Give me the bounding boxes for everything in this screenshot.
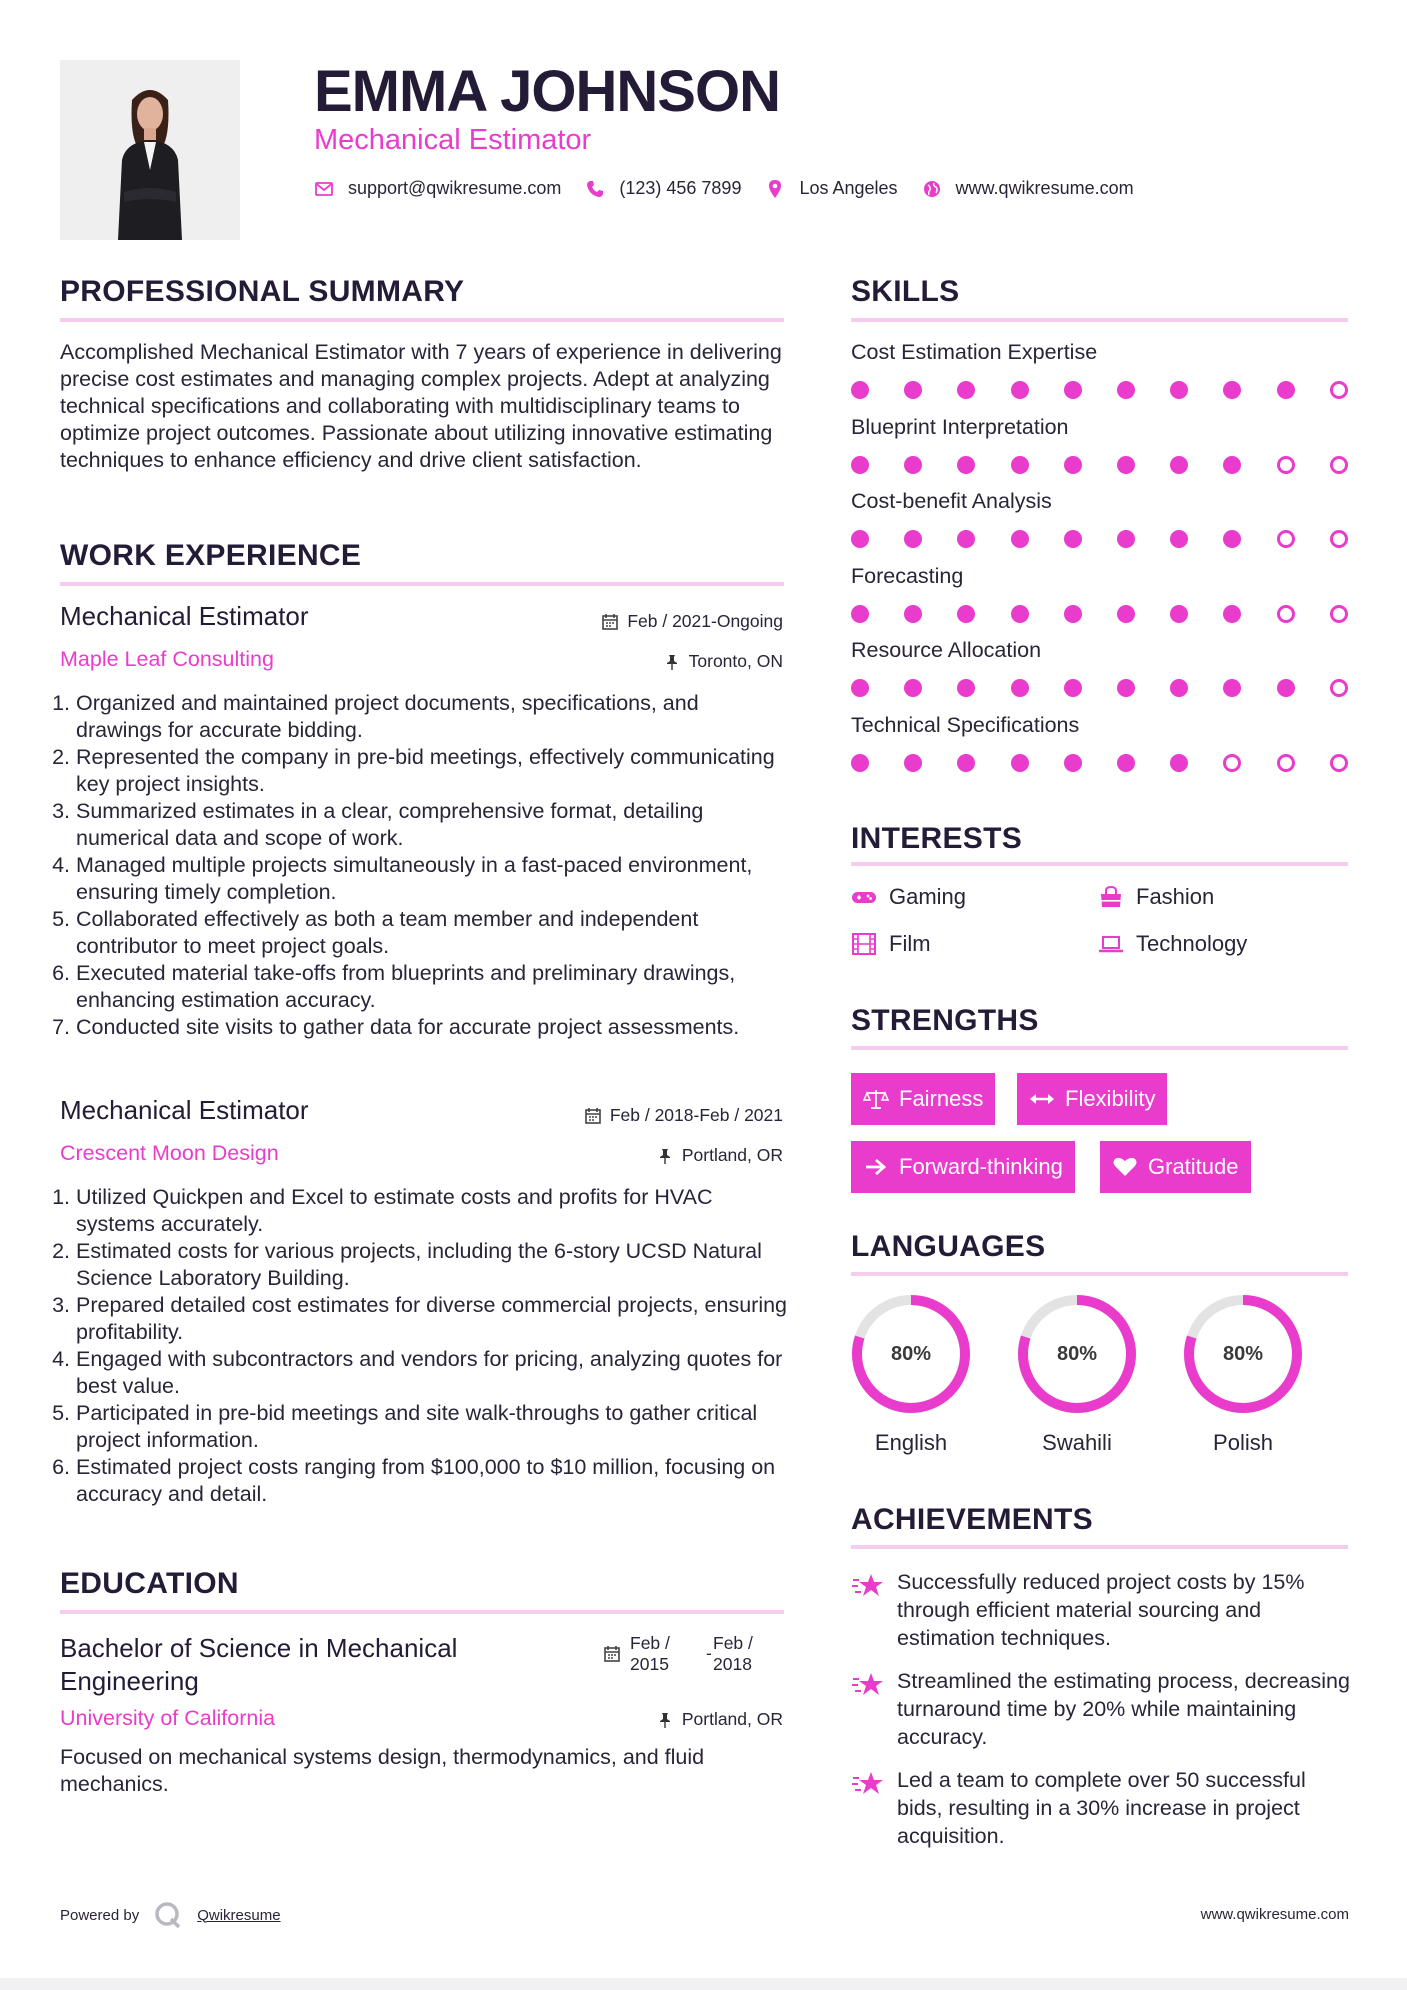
achievement-item — [851, 1766, 1351, 1850]
skill-dot-filled — [1011, 605, 1029, 623]
profile-photo — [60, 60, 240, 240]
pushpin-icon — [663, 653, 681, 671]
degree-title: Bachelor of Science in Mechanical Engineering — [60, 1633, 458, 1696]
strength-label: Fairness — [899, 1086, 984, 1111]
skill-dot-filled — [904, 679, 922, 697]
contact-website-text: www.qwikresume.com — [955, 178, 1134, 198]
strength-label: Forward-thinking — [899, 1154, 1063, 1179]
interest-label: Technology — [1136, 931, 1248, 956]
skill-dot-empty — [1277, 605, 1295, 623]
skill-dot-filled — [904, 381, 922, 399]
skill-rating — [851, 454, 1347, 476]
education-location-text: Portland, OR — [681, 1709, 783, 1729]
contact-phone-text: (123) 456 7899 — [619, 178, 742, 198]
language-item — [1181, 1292, 1305, 1456]
skill-dot-filled — [1223, 679, 1241, 697]
skills-divider — [851, 318, 1348, 322]
interests-divider — [851, 862, 1348, 866]
skill-dot-filled — [851, 456, 869, 474]
skill-dot-filled — [1117, 754, 1135, 772]
shooting-star-icon — [851, 1768, 885, 1800]
list-item: 5. Participated in pre-bid meetings and site walk-throughs to gather critical project information. — [76, 1400, 788, 1454]
strength-label: Flexibility — [1065, 1086, 1156, 1111]
languages-divider — [851, 1272, 1348, 1276]
skill-dot-filled — [851, 679, 869, 697]
skill-rating — [851, 752, 1347, 774]
pushpin-icon — [656, 1711, 674, 1729]
candidate-title: Mechanical Estimator — [314, 124, 592, 156]
language-name: English — [874, 1430, 948, 1455]
job-location — [663, 651, 783, 672]
strength-chip — [851, 1141, 1075, 1193]
phone-icon — [585, 179, 605, 199]
achievement-text: Streamlined the estimating process, decreasing turnaround time by 20% while maintaining accuracy. — [897, 1669, 1350, 1749]
footer-powered-by — [60, 1900, 281, 1930]
skill-dot-filled — [851, 605, 869, 623]
laptop-icon — [1098, 933, 1124, 955]
skill-dot-empty — [1277, 530, 1295, 548]
footer-website[interactable]: www.qwikresume.com — [1200, 1906, 1349, 1923]
skill-rating — [851, 677, 1347, 699]
language-name: Swahili — [1042, 1430, 1112, 1455]
job-title: Mechanical Estimator — [60, 601, 309, 631]
skill-dot-filled — [957, 381, 975, 399]
skill-dot-empty — [1330, 679, 1348, 697]
skill-dot-empty — [1330, 754, 1348, 772]
skill-dot-filled — [1170, 381, 1188, 399]
summary-text: Accomplished Mechanical Estimator with 7 years of experience in delivering precise cost estimates and managing complex projects. Adept at analyzing technical specifications and collaborating with multidisciplinary teams to optimize project outcomes. Passionate about utilizing innovative estimating techniques to enhance efficiency and drive client satisfaction. — [60, 340, 782, 472]
achievements-divider — [851, 1545, 1348, 1549]
shopping-bag-icon — [1098, 886, 1124, 908]
strength-chip — [851, 1073, 995, 1125]
list-item: 6. Estimated project costs ranging from $100,000 to $10 million, focusing on accuracy and detail. — [76, 1454, 788, 1508]
contact-location — [765, 178, 897, 199]
skill-dot-filled — [1223, 456, 1241, 474]
skill-dot-filled — [1117, 381, 1135, 399]
experience-heading: WORK EXPERIENCE — [60, 539, 362, 572]
language-item — [1015, 1292, 1139, 1456]
skill-dot-filled — [1064, 530, 1082, 548]
skill-dot-empty — [1330, 456, 1348, 474]
summary-heading: PROFESSIONAL SUMMARY — [60, 275, 465, 308]
envelope-icon — [314, 179, 334, 199]
languages-heading: LANGUAGES — [851, 1230, 1046, 1263]
skill-dot-filled — [1117, 456, 1135, 474]
summary-divider — [60, 318, 784, 322]
strength-label: Gratitude — [1148, 1154, 1239, 1179]
powered-by-label: Powered by — [60, 1906, 140, 1924]
job-dates — [601, 611, 783, 632]
skill-dot-filled — [904, 456, 922, 474]
job-location-text: Toronto, ON — [688, 651, 783, 671]
shooting-star-icon — [851, 1570, 885, 1602]
skill-dot-filled — [1011, 754, 1029, 772]
strengths-heading: STRENGTHS — [851, 1004, 1039, 1037]
strengths-divider — [851, 1046, 1348, 1050]
skill-dot-filled — [1223, 530, 1241, 548]
skills-heading: SKILLS — [851, 275, 960, 308]
education-start: Feb / 2015 — [630, 1633, 670, 1674]
list-item: 5. Collaborated effectively as both a team member and independent contributor to meet project goals. — [76, 906, 788, 960]
scale-icon — [863, 1088, 889, 1110]
skill-dot-filled — [1011, 456, 1029, 474]
experience-divider — [60, 582, 784, 586]
skill-dot-empty — [1330, 605, 1348, 623]
achievement-item — [851, 1568, 1351, 1652]
skill-rating — [851, 379, 1347, 401]
education-dash: - — [706, 1643, 712, 1663]
skill-label: Forecasting — [851, 563, 964, 588]
contact-phone[interactable] — [585, 178, 741, 199]
skill-dot-filled — [904, 754, 922, 772]
skill-dot-filled — [957, 754, 975, 772]
skill-dot-empty — [1277, 456, 1295, 474]
heart-icon — [1112, 1156, 1138, 1178]
list-item: 6. Executed material take-offs from blueprints and preliminary drawings, enhancing estimation accuracy. — [76, 960, 788, 1014]
job-bullets — [58, 690, 788, 1041]
contact-location-text: Los Angeles — [799, 178, 898, 198]
contact-email[interactable] — [314, 178, 561, 199]
list-item: 4. Managed multiple projects simultaneously in a fast-paced environment, ensuring timely completion. — [76, 852, 788, 906]
list-item: 4. Engaged with subcontractors and vendors for pricing, analyzing quotes for best value. — [76, 1346, 788, 1400]
skill-dot-filled — [1170, 530, 1188, 548]
language-percent: 80% — [1056, 1342, 1098, 1365]
skill-dot-empty — [1277, 754, 1295, 772]
job-title: Mechanical Estimator — [60, 1095, 309, 1125]
skill-rating — [851, 603, 1347, 625]
gamepad-icon — [851, 886, 877, 908]
calendar-icon — [584, 1107, 602, 1125]
film-icon — [851, 933, 877, 955]
skill-dot-filled — [1277, 381, 1295, 399]
job-company: Crescent Moon Design — [60, 1141, 279, 1165]
skill-label: Cost-benefit Analysis — [851, 489, 1052, 513]
skill-dot-filled — [851, 381, 869, 399]
list-item: 2. Estimated costs for various projects, including the 6-story UCSD Natural Science Laboratory Building. — [76, 1238, 788, 1292]
skill-dot-filled — [1064, 456, 1082, 474]
arrow-right-icon — [863, 1156, 889, 1178]
contact-website[interactable] — [922, 178, 1134, 199]
achievement-item — [851, 1667, 1351, 1751]
skill-dot-filled — [1011, 530, 1029, 548]
language-item — [849, 1292, 973, 1456]
skill-dot-filled — [1064, 605, 1082, 623]
strength-chip — [1017, 1073, 1167, 1125]
skill-dot-filled — [1064, 754, 1082, 772]
shooting-star-icon — [851, 1669, 885, 1701]
skill-dot-empty — [1330, 381, 1348, 399]
skill-dot-filled — [1277, 679, 1295, 697]
interest-item — [851, 884, 966, 910]
job-location-text: Portland, OR — [681, 1145, 783, 1165]
education-heading: EDUCATION — [60, 1567, 239, 1600]
skill-dot-filled — [1223, 381, 1241, 399]
contact-email-text: support@qwikresume.com — [348, 178, 562, 198]
list-item: 3. Prepared detailed cost estimates for diverse commercial projects, ensuring profitability. — [76, 1292, 788, 1346]
job-dates-text: Feb / 2021-Ongoing — [627, 611, 783, 631]
job-dates-text: Feb / 2018-Feb / 2021 — [609, 1105, 783, 1125]
skill-label: Cost Estimation Expertise — [851, 340, 1098, 364]
list-item: 2. Represented the company in pre-bid meetings, effectively communicating key project insights. — [76, 744, 788, 798]
skill-dot-filled — [957, 679, 975, 697]
skill-dot-filled — [1170, 605, 1188, 623]
education-description: Focused on mechanical systems design, thermodynamics, and fluid mechanics. — [60, 1745, 705, 1796]
skill-dot-filled — [904, 530, 922, 548]
skill-label: Blueprint Interpretation — [851, 414, 1069, 439]
skill-rating — [851, 528, 1347, 550]
skill-dot-filled — [957, 456, 975, 474]
skill-dot-filled — [851, 754, 869, 772]
interest-item — [1098, 931, 1247, 957]
skill-dot-filled — [904, 605, 922, 623]
skill-dot-filled — [1117, 530, 1135, 548]
skill-dot-filled — [1011, 381, 1029, 399]
skill-dot-filled — [1064, 679, 1082, 697]
contact-bar — [314, 178, 1158, 199]
interest-item — [1098, 884, 1214, 910]
education-divider — [60, 1610, 784, 1614]
interest-item — [851, 931, 931, 957]
achievement-text: Led a team to complete over 50 successful bids, resulting in a 30% increase in project acquisition. — [897, 1768, 1306, 1848]
bottom-bar — [0, 1978, 1407, 1990]
skill-dot-empty — [1223, 754, 1241, 772]
skill-dot-filled — [957, 605, 975, 623]
skill-dot-filled — [851, 530, 869, 548]
skill-dot-filled — [1223, 605, 1241, 623]
skill-dot-filled — [1011, 679, 1029, 697]
achievement-text: Successfully reduced project costs by 15% through efficient material sourcing and estimation techniques. — [897, 1570, 1305, 1650]
skill-dot-filled — [1170, 456, 1188, 474]
skill-dot-filled — [1117, 605, 1135, 623]
interest-label: Fashion — [1136, 884, 1215, 909]
interest-label: Gaming — [889, 884, 967, 909]
skill-dot-filled — [1170, 679, 1188, 697]
strength-chip — [1100, 1141, 1251, 1193]
achievements-heading: ACHIEVEMENTS — [851, 1503, 1093, 1536]
skill-dot-filled — [1117, 679, 1135, 697]
qwikresume-link[interactable]: Qwikresume — [197, 1906, 281, 1924]
language-name: Polish — [1213, 1430, 1273, 1455]
arrows-horizontal-icon — [1029, 1088, 1055, 1110]
calendar-icon — [603, 1645, 621, 1663]
skill-label: Technical Specifications — [851, 712, 1080, 737]
job-company: Maple Leaf Consulting — [60, 647, 274, 671]
interests-heading: INTERESTS — [851, 822, 1023, 855]
calendar-icon — [601, 613, 619, 631]
job-bullets — [58, 1184, 788, 1508]
education-school: University of California — [60, 1706, 276, 1730]
map-pin-icon — [765, 179, 785, 199]
education-end: Feb / 2018 — [713, 1633, 753, 1674]
skill-label: Resource Allocation — [851, 638, 1042, 662]
skill-dot-empty — [1330, 530, 1348, 548]
qwikresume-logo-icon — [153, 1900, 183, 1930]
skill-dot-filled — [957, 530, 975, 548]
list-item: 3. Summarized estimates in a clear, comprehensive format, detailing numerical data and scope of work. — [76, 798, 788, 852]
interest-label: Film — [889, 931, 931, 956]
globe-icon — [922, 179, 942, 199]
skill-dot-filled — [1170, 754, 1188, 772]
list-item: 1. Organized and maintained project documents, specifications, and drawings for accurate bidding. — [76, 690, 788, 744]
skill-dot-filled — [1064, 381, 1082, 399]
job-location — [656, 1145, 783, 1166]
education-location — [656, 1709, 783, 1730]
candidate-name: EMMA JOHNSON — [314, 59, 780, 124]
language-percent: 80% — [1222, 1342, 1264, 1365]
list-item: 7. Conducted site visits to gather data for accurate project assessments. — [76, 1014, 788, 1041]
job-dates — [584, 1105, 783, 1126]
pushpin-icon — [656, 1147, 674, 1165]
language-percent: 80% — [890, 1342, 932, 1365]
list-item: 1. Utilized Quickpen and Excel to estimate costs and profits for HVAC systems accurately. — [76, 1184, 788, 1238]
